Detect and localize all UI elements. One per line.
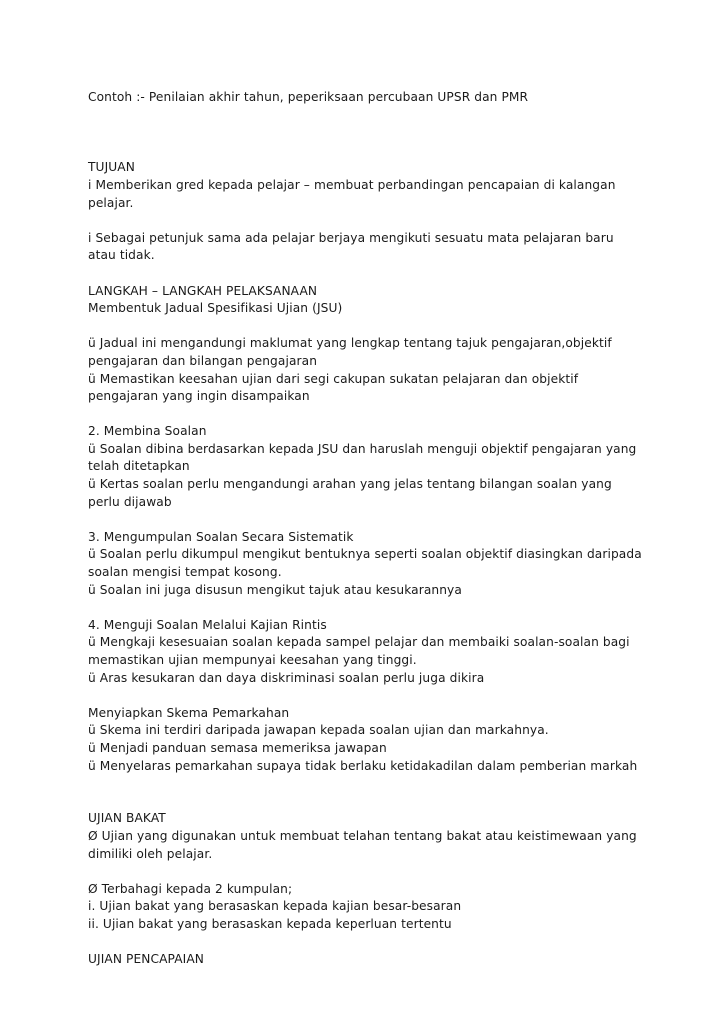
tujuan-item-1-line-1: i Memberikan gred kepada pelajar – membuat perbandingan pencapaian di kalangan (88, 177, 616, 192)
ujian-bakat-heading: UJIAN BAKAT (88, 811, 166, 826)
tujuan-item-2-line-1: i Sebagai petunjuk sama ada pelajar berjaya mengikuti sesuatu mata pelajaran baru (88, 230, 614, 245)
spacer (88, 934, 688, 952)
section-4-item-1-line-2: memastikan ujian mempunyai keesahan yang tinggi. (88, 653, 417, 668)
section-2-item-1-line-1: ü Soalan dibina berdasarkan kepada JSU dan haruslah menguji objektif pengajaran yang (88, 441, 637, 456)
tujuan-item-2-line-2: atau tidak. (88, 248, 155, 263)
spacer (88, 212, 688, 230)
spacer (88, 406, 688, 424)
ujian-pencapaian-heading: UJIAN PENCAPAIAN (88, 952, 205, 967)
jsu-item-1-line-1: ü Jadual ini mengandungi maklumat yang lengkap tentang tajuk pengajaran,objektif (88, 336, 612, 351)
section-5-heading: Menyiapkan Skema Pemarkahan (88, 705, 290, 720)
spacer (88, 318, 688, 336)
jsu-heading: Membentuk Jadual Spesifikasi Ujian (JSU) (88, 301, 343, 316)
section-3-item-1-line-2: soalan mengisi tempat kosong. (88, 565, 282, 580)
spacer (88, 511, 688, 529)
jsu-item-2-line-1: ü Memastikan keesahan ujian dari segi cakupan sukatan pelajaran dan objektif (88, 371, 579, 386)
spacer (88, 107, 688, 160)
spacer (88, 265, 688, 283)
section-4-heading: 4. Menguji Soalan Melalui Kajian Rintis (88, 617, 327, 632)
document-page (88, 89, 688, 969)
jsu-item-2-line-2: pengajaran yang ingin disampaikan (88, 389, 310, 404)
ujian-bakat-item-1-line-1: Ø Ujian yang digunakan untuk membuat telahan tentang bakat atau keistimewaan yang (88, 828, 637, 843)
ujian-bakat-subitem-i: i. Ujian bakat yang berasaskan kepada kajian besar-besaran (88, 899, 462, 914)
section-5-item-3: ü Menyelaras pemarkahan supaya tidak berlaku ketidakadilan dalam pemberian markah (88, 758, 638, 773)
section-2-heading: 2. Membina Soalan (88, 424, 207, 439)
section-5-item-1: ü Skema ini terdiri daripada jawapan kepada soalan ujian dan markahnya. (88, 723, 549, 738)
intro-line: Contoh :- Penilaian akhir tahun, peperiksaan percubaan UPSR dan PMR (88, 90, 529, 104)
section-3-heading: 3. Mengumpulan Soalan Secara Sistematik (88, 529, 354, 544)
tujuan-heading: TUJUAN (88, 160, 135, 175)
spacer (88, 863, 688, 881)
spacer (88, 687, 688, 705)
section-4-item-1-line-1: ü Mengkaji kesesuaian soalan kepada sampel pelajar dan membaiki soalan-soalan bagi (88, 635, 630, 650)
section-4-item-2-line-1: ü Aras kesukaran dan daya diskriminasi soalan perlu juga dikira (88, 670, 485, 685)
jsu-item-1-line-2: pengajaran dan bilangan pengajaran (88, 353, 318, 368)
langkah-heading: LANGKAH – LANGKAH PELAKSANAAN (88, 283, 318, 298)
section-2-item-2-line-2: perlu dijawab (88, 494, 172, 509)
section-2-item-1-line-2: telah ditetapkan (88, 459, 190, 474)
section-5-item-2: ü Menjadi panduan semasa memeriksa jawapan (88, 740, 387, 755)
spacer (88, 775, 688, 810)
section-3-item-1-line-1: ü Soalan perlu dikumpul mengikut bentuknya seperti soalan objektif diasingkan daripada (88, 547, 642, 562)
ujian-bakat-subitem-ii: ii. Ujian bakat yang berasaskan kepada keperluan tertentu (88, 916, 452, 931)
ujian-bakat-item-1-line-2: dimiliki oleh pelajar. (88, 846, 213, 861)
spacer (88, 599, 688, 617)
section-3-item-2-line-1: ü Soalan ini juga disusun mengikut tajuk atau kesukarannya (88, 582, 462, 597)
ujian-bakat-item-2: Ø Terbahagi kepada 2 kumpulan; (88, 881, 293, 896)
tujuan-item-1-line-2: pelajar. (88, 195, 134, 210)
section-2-item-2-line-1: ü Kertas soalan perlu mengandungi arahan yang jelas tentang bilangan soalan yang (88, 477, 612, 492)
